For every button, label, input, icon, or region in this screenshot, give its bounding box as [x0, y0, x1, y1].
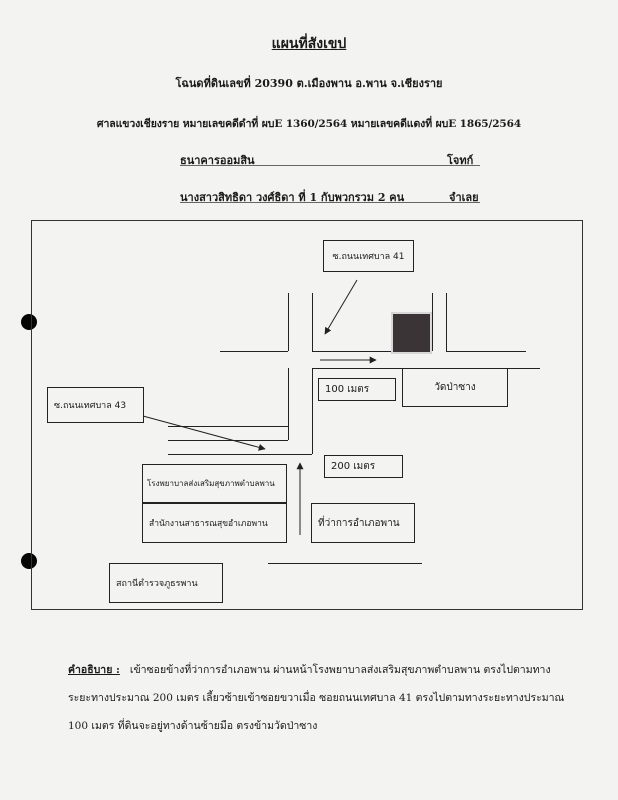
description-block [68, 656, 568, 740]
police-station-label: สถานีตำรวจภูธรพาน [109, 563, 223, 603]
defendant-role: จำเลย [449, 191, 479, 204]
distance-200m-label: 200 เมตร [324, 455, 403, 478]
defendant-name: นางสาวสิทธิดา วงศ์ธิดา ที่ 1 กับพวกรวม 2 คน [180, 191, 405, 204]
temple-label: วัดป่าซาง [402, 368, 508, 407]
soi-43-label: ซ.ถนนเทศบาล 43 [47, 387, 144, 423]
description-label: คำอธิบาย : [68, 664, 120, 676]
court-case-line: ศาลแขวงเชียงราย หมายเลขคดีดำที่ ผบE 1360/2564 หมายเลขคดีแดงที่ ผบE 1865/2564 [96, 118, 522, 130]
district-office-label: ที่ว่าการอำเภอพาน [311, 503, 415, 543]
plaintiff-name: ธนาคารออมสิน [180, 154, 255, 167]
hospital-label: โรงพยาบาลส่งเสริมสุขภาพตำบลพาน [142, 464, 287, 503]
arrow-soi43-pointer [143, 416, 265, 449]
deed-line: โฉนดที่ดินเลขที่ 20390 ต.เมืองพาน อ.พาน จ.เชียงราย [175, 77, 443, 90]
description-text: เข้าซอยข้างที่ว่าการอำเภอพาน ผ่านหน้าโรงพยาบาลส่งเสริมสุขภาพตำบลพาน ตรงไปตามทางระยะทางประมาณ 200 เมตร เลี้ยวซ้ายเข้าซอยขวาเมื่อ ซอยถนนเทศบาล 41 ตรงไปตามทางระยะทางประมาณ 100 เมตร ที่ดินจะอยู่ทางด้านซ้ายมือ ตรงข้ามวัดป่าซาง [68, 664, 565, 732]
arrow-soi41-pointer [325, 280, 357, 334]
soi-41-label: ซ.ถนนเทศบาล 41 [323, 240, 414, 272]
health-office-label: สำนักงานสาธารณสุขอำเภอพาน [142, 503, 287, 543]
distance-100m-label: 100 เมตร [318, 378, 396, 401]
plaintiff-role: โจทก์ [447, 154, 474, 167]
page-title: แผนที่สังเขป [271, 36, 347, 52]
